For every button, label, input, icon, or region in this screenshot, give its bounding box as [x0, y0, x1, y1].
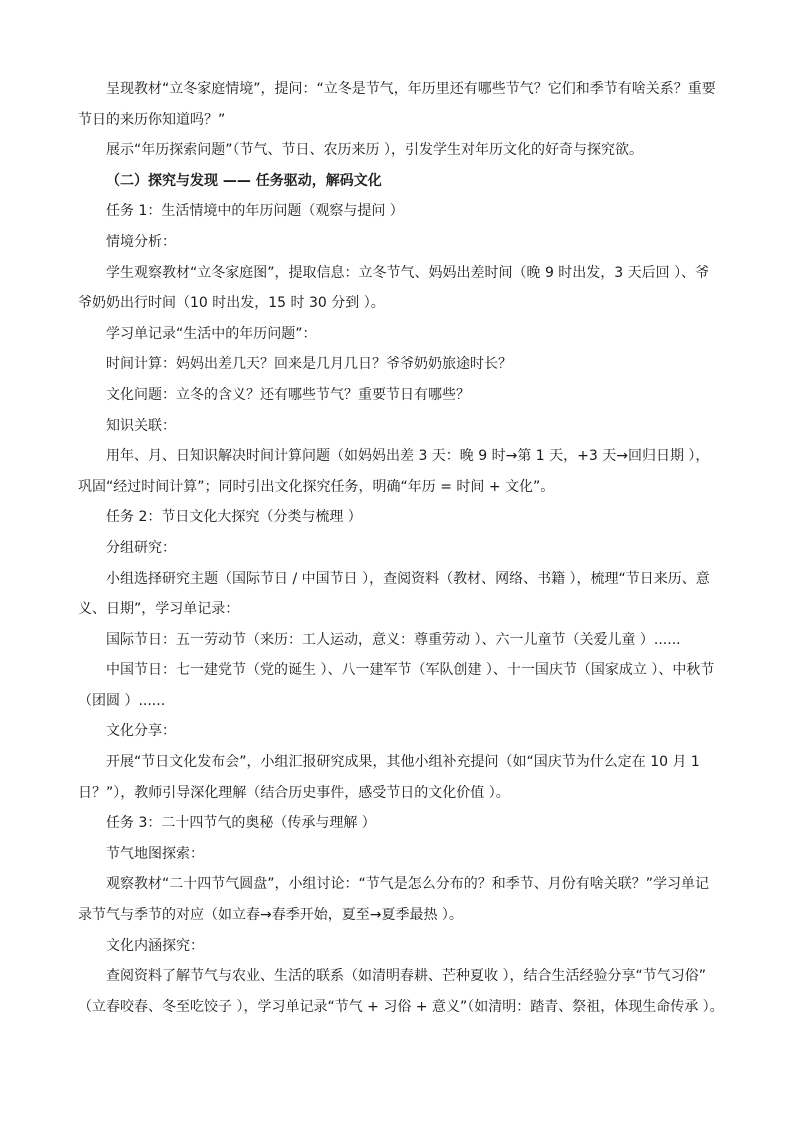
section-heading: （二）探究与发现 —— 任务驱动，解码文化 [106, 172, 382, 189]
subheading: 情境分析： [106, 233, 176, 250]
paragraph-line: 查阅资料了解节气与农业、生活的联系（如清明春耕、芒种夏收 ），结合生活经验分享“节气习俗” [106, 968, 706, 985]
task-heading: 任务 3：二十四节气的奥秘（传承与理解 ） [106, 815, 376, 832]
paragraph-line: 义、日期”，学习单记录： [78, 601, 240, 618]
subheading: 分组研究： [106, 539, 176, 556]
subheading: 节气地图探索： [106, 845, 204, 862]
paragraph-line: 录节气与季节的对应（如立春→春季开始，夏至→夏季最热 ）。 [78, 907, 463, 924]
paragraph-line: （立春咬春、冬至吃饺子 ），学习单记录“节气 + 习俗 + 意义”（如清明：踏青、祭祖，体现生命传承 ）。 [78, 998, 724, 1015]
paragraph-line: 文化问题：立冬的含义？还有哪些节气？重要节日有哪些？ [106, 386, 470, 403]
paragraph-line: 中国节日：七一建党节（党的诞生 ）、八一建军节（军队创建 ）、十一国庆节（国家成立 ）、中秋节 [106, 662, 715, 679]
paragraph-line: 学生观察教材“立冬家庭图”，提取信息：立冬节气、妈妈出差时间（晚 9 时出发，3 天后回 ）、爷 [106, 264, 710, 281]
document-body [78, 74, 738, 1022]
task-heading: 任务 2：节日文化大探究（分类与梳理 ） [106, 509, 362, 526]
subheading: 文化内涵探究： [106, 937, 204, 954]
paragraph-line: 爷奶奶出行时间（10 时出发，15 时 30 分到 ）。 [78, 295, 385, 312]
subheading: 知识关联： [106, 417, 176, 434]
paragraph-line: 开展“节日文化发布会”，小组汇报研究成果，其他小组补充提问（如“国庆节为什么定在 10 月 1 [106, 754, 700, 771]
paragraph-line: 日？”），教师引导深化理解（结合历史事件，感受节日的文化价值 ）。 [78, 784, 510, 801]
paragraph-line: 学习单记录“生活中的年历问题”： [106, 325, 317, 342]
paragraph-line: 展示“年历探索问题”（节气、节日、农历来历 ），引发学生对年历文化的好奇与探究欲。 [106, 142, 643, 159]
subheading: 文化分享： [106, 723, 176, 740]
paragraph-line: 小组选择研究主题（国际节日 / 中国节日 ），查阅资料（教材、网络、书籍 ），梳理“节日来历、意 [106, 570, 710, 587]
paragraph-line: 国际节日：五一劳动节（来历：工人运动，意义：尊重劳动 ）、六一儿童节（关爱儿童 ）...... [106, 631, 681, 648]
paragraph-line: （团圆 ）...... [78, 692, 166, 709]
paragraph-line: 节日的来历你知道吗？” [78, 111, 226, 128]
paragraph-line: 呈现教材“立冬家庭情境”，提问：“立冬是节气，年历里还有哪些节气？它们和季节有啥关系？重要 [106, 81, 716, 97]
paragraph-line: 用年、月、日知识解决时间计算问题（如妈妈出差 3 天：晚 9 时→第 1 天，+3 天→回归日期 ）， [106, 448, 710, 465]
paragraph-line: 观察教材“二十四节气圆盘”，小组讨论：“节气是怎么分布的？和季节、月份有啥关联？”学习单记 [106, 876, 710, 893]
task-heading: 任务 1：生活情境中的年历问题（观察与提问 ） [106, 203, 404, 220]
paragraph-line: 时间计算：妈妈出差几天？回来是几月几日？爷爷奶奶旅途时长？ [106, 356, 512, 373]
paragraph-line: 巩固“经过时间计算”；同时引出文化探究任务，明确“年历 = 时间 + 文化”。 [78, 478, 555, 495]
